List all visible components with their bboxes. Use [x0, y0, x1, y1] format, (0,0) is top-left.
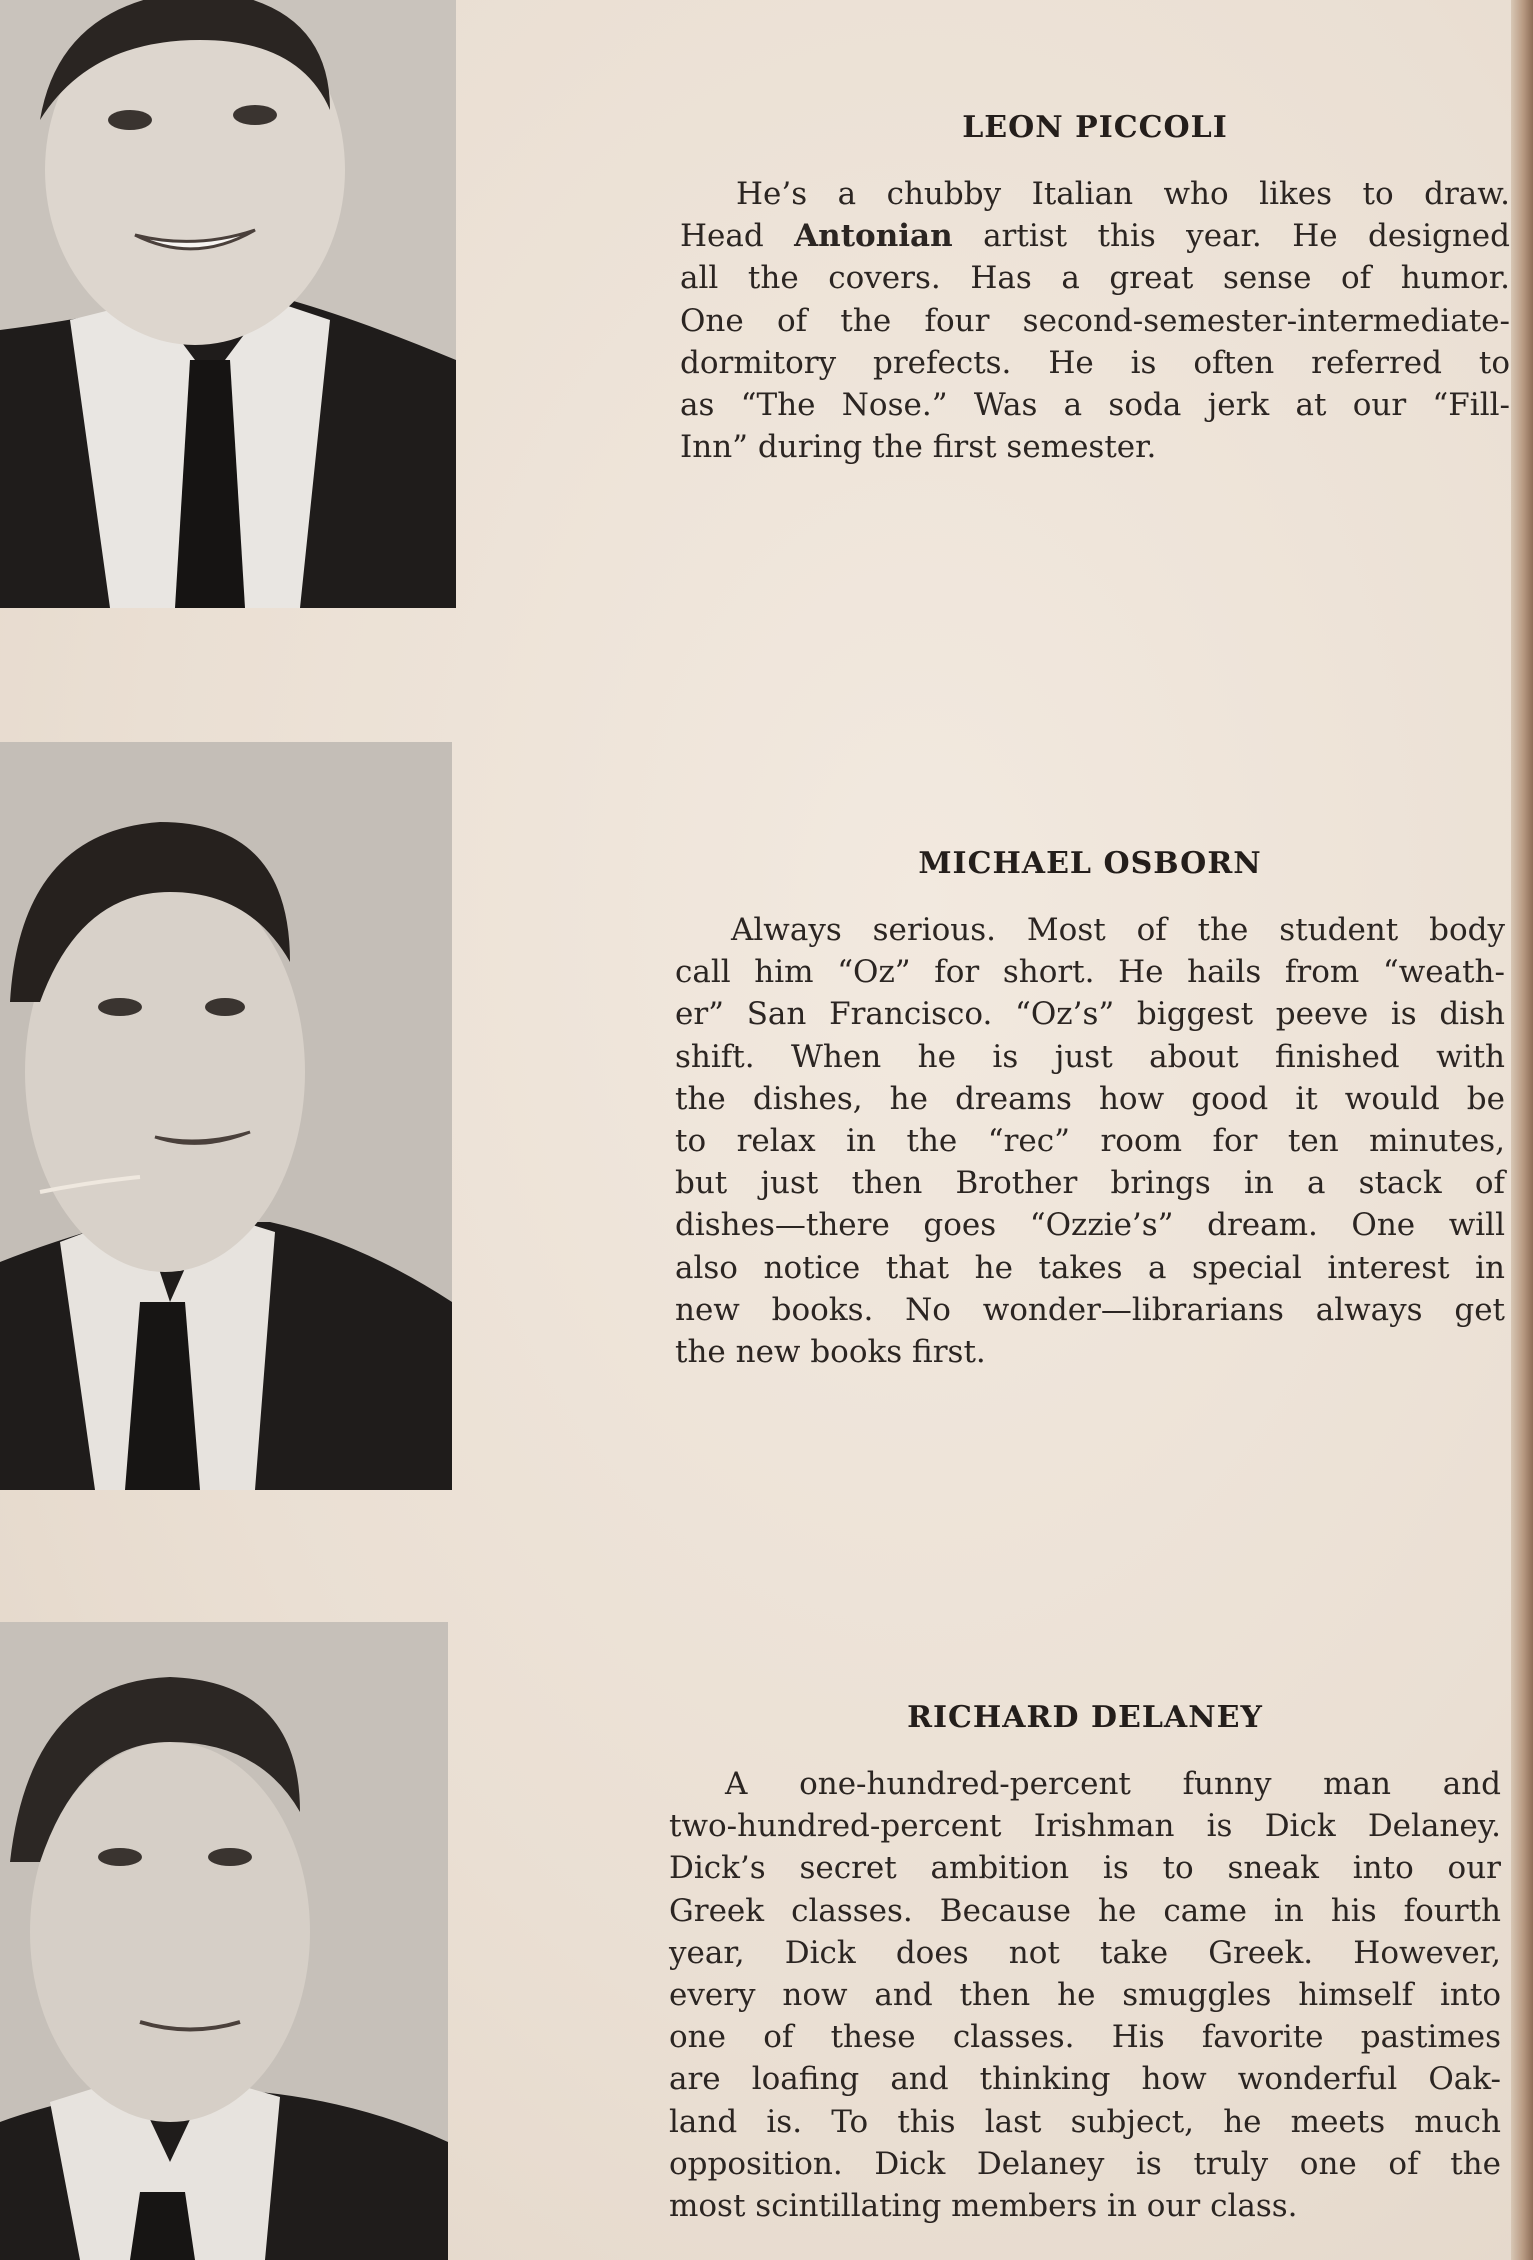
text-line: also notice that he takes a special interest in: [675, 1249, 1505, 1286]
portrait-photo-icon: [0, 0, 456, 608]
text-line: as “The Nose.” Was a soda jerk at our “Fill-: [680, 387, 1510, 424]
portrait-photo-icon: [0, 742, 452, 1490]
text-line: Always serious. Most of the student body: [731, 912, 1505, 948]
biography-text: [669, 1763, 1501, 2227]
text-line: call him “Oz” for short. He hails from “weath-: [675, 954, 1505, 991]
text-line: Greek classes. Because he came in his fourth: [669, 1892, 1501, 1929]
text-line: He’s a chubby Italian who likes to draw.: [736, 176, 1510, 212]
portrait-photo-michael-osborn: [0, 742, 452, 1490]
text-line: er” San Francisco. “Oz’s” biggest peeve is dish: [675, 996, 1505, 1033]
text-line: two-hundred-percent Irishman is Dick Delaney.: [669, 1808, 1501, 1845]
biography-entry-3: [669, 1700, 1501, 2227]
text-line: are loafing and thinking how wonderful Oak-: [669, 2061, 1501, 2098]
student-name: MICHAEL OSBORN: [918, 846, 1262, 881]
text-line: but just then Brother brings in a stack of: [675, 1165, 1505, 1202]
portrait-photo-leon-piccoli: [0, 0, 456, 608]
text-line: dormitory prefects. He is often referred to: [680, 344, 1510, 381]
text-fragment: Head: [680, 218, 795, 255]
publication-name: Antonian: [794, 218, 953, 255]
text-line: every now and then he smuggles himself into: [669, 1977, 1501, 2014]
text-line: opposition. Dick Delaney is truly one of the: [669, 2145, 1501, 2182]
text-line: to relax in the “rec” room for ten minutes,: [675, 1123, 1505, 1160]
text-line: [680, 215, 1510, 257]
biography-entry-2: [675, 846, 1505, 1373]
biography-text: [675, 909, 1505, 1373]
text-line: land is. To this last subject, he meets much: [669, 2103, 1501, 2140]
student-name: RICHARD DELANEY: [907, 1700, 1263, 1735]
biography-entry-1: [680, 110, 1510, 468]
text-line: new books. No wonder—librarians always get: [675, 1291, 1505, 1328]
text-line: Inn” during the first semester.: [680, 429, 1157, 466]
text-line: year, Dick does not take Greek. However,: [669, 1934, 1501, 1971]
text-line: A one-hundred-percent funny man and: [725, 1766, 1501, 1802]
text-line: most scintillating members in our class.: [669, 2188, 1298, 2225]
text-line: the dishes, he dreams how good it would be: [675, 1080, 1505, 1117]
text-line: dishes—there goes “Ozzie’s” dream. One will: [675, 1207, 1505, 1244]
book-spine-edge: [1511, 0, 1533, 2260]
text-fragment: artist this year. He designed: [952, 218, 1510, 255]
text-line: the new books first.: [675, 1334, 986, 1371]
portrait-photo-richard-delaney: [0, 1622, 448, 2260]
text-line: shift. When he is just about finished with: [675, 1038, 1505, 1075]
text-line: one of these classes. His favorite pastimes: [669, 2019, 1501, 2056]
text-line: One of the four second-semester-intermediate-: [680, 302, 1510, 339]
text-line: all the covers. Has a great sense of humor.: [680, 260, 1510, 297]
student-name: LEON PICCOLI: [962, 110, 1228, 145]
text-line: Dick’s secret ambition is to sneak into our: [669, 1850, 1501, 1887]
biography-text: [680, 173, 1510, 468]
portrait-photo-icon: [0, 1622, 448, 2260]
